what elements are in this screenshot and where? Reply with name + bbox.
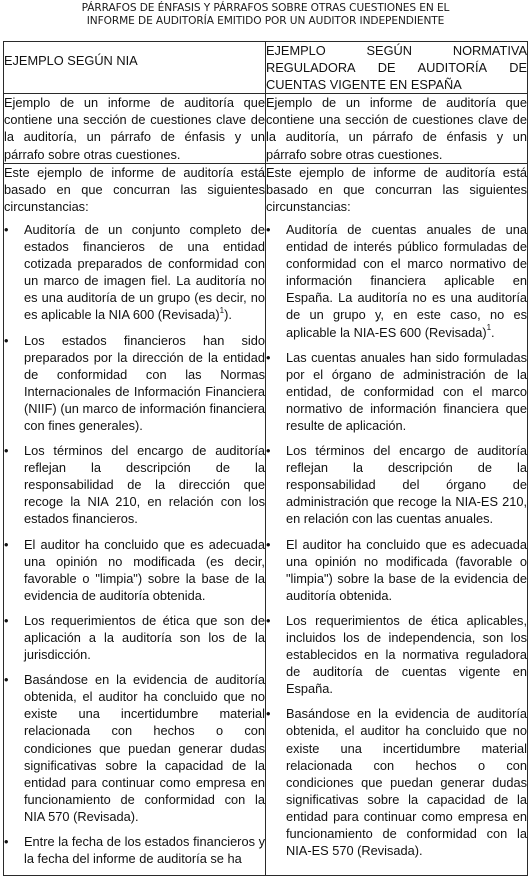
right-circumstances-list [266, 221, 527, 859]
bullet-glyph: • [4, 672, 9, 688]
list-item-text: Los términos del encargo de auditoría reflejan la descripción de la responsabilidad del órgano de administración que recoge la NIA-ES 210, en relación con las cuentas anuales. [286, 443, 527, 527]
list-item-text: El auditor ha concluido que es adecuada una opinión no modificada (favorable o "limpia") sobre la base de la evidencia de auditoría obtenida. [286, 536, 527, 603]
list-item-text: Los requerimientos de ética que son de aplicación a la auditoría son los de la jurisdicción. [24, 612, 265, 663]
bullet-glyph: • [4, 536, 9, 552]
list-item-text: Los requerimientos de ética aplicables, incluidos los de independencia, son los establecidos en la normativa reguladora de auditoría de cuentas vigente en España. [286, 612, 527, 697]
list-item [4, 612, 265, 663]
bullet-glyph: • [266, 443, 271, 459]
list-item [4, 442, 265, 527]
table-row-description [4, 94, 528, 163]
list-item [4, 221, 265, 324]
table-row-circumstances [4, 163, 528, 876]
left-circumstances-cell [4, 163, 266, 876]
footnote-ref: 1 [219, 306, 225, 316]
bullet-glyph: • [4, 443, 9, 459]
list-item-text: Los estados financieros han sido preparados por la dirección de la entidad de conformidad con las Normas Internacionales de Información Financiera (NIIF) (un marco de información financiera con fines generales). [24, 332, 265, 433]
table-header-row [4, 42, 528, 94]
list-item-text: Entre la fecha de los estados financieros y la fecha del informe de auditoría se ha [24, 834, 265, 867]
bullet-glyph: • [4, 834, 9, 850]
list-item [266, 349, 527, 434]
comparison-table [3, 41, 528, 876]
list-item-text: El auditor ha concluido que es adecuada una opinión no modificada (es decir, favorable o "limpia") sobre la base de la evidencia de auditoría obtenida. [24, 536, 265, 603]
list-item-text: Auditoría de cuentas anuales de una entidad de interés público formuladas de conformidad con el marco normativo de información financiera aplicable en España. La auditoría no es una auditoría de un grupo y, en este caso, no es aplicable la NIA-ES 600 (Revisada) [286, 221, 527, 340]
bullet-glyph: • [266, 349, 271, 365]
bullet-glyph: • [266, 706, 271, 722]
bullet-glyph: • [4, 221, 9, 237]
footnote-ref: 1 [486, 323, 492, 333]
left-column-heading-cell [4, 42, 266, 94]
list-item [4, 536, 265, 604]
list-item [266, 536, 527, 604]
list-item [266, 221, 527, 341]
list-item-text: Basándose en la evidencia de auditoría obtenida, el auditor ha concluido que no existe una incertidumbre material relacionada con hechos o con condiciones que puedan generar dudas significativas sobre la capacidad de la entidad para continuar como empresa en funcionamiento de conformidad con la NIA 570 (Revisada). [24, 672, 265, 824]
list-item-text: Los términos del encargo de auditoría reflejan la descripción de la responsabilidad de la dirección que recoge la NIA 210, en relación con los estados financieros. [24, 443, 265, 527]
list-item-tail: . [491, 324, 495, 340]
bullet-glyph: • [4, 612, 9, 628]
right-column-heading-cell [266, 42, 528, 94]
left-column-heading: EJEMPLO SEGÚN NIA [4, 53, 138, 68]
list-item [4, 833, 265, 867]
right-column-heading: EJEMPLO SEGÚN NORMATIVA REGULADORA DE AUDITORÍA DE CUENTAS VIGENTE EN ESPAÑA [266, 43, 527, 93]
list-item [4, 332, 265, 435]
list-item [266, 705, 527, 859]
header-line-2: INFORME DE AUDITORÍA EMITIDO POR UN AUDITOR INDEPENDIENTE [86, 14, 445, 27]
left-circumstances-intro: Este ejemplo de informe de auditoría está basado en que concurran las siguientes circunstancias: [4, 164, 265, 214]
left-circumstances-list [4, 221, 265, 867]
bullet-glyph: • [266, 221, 271, 237]
list-item [266, 612, 527, 697]
header-line-1: PÁRRAFOS DE ÉNFASIS Y PÁRRAFOS SOBRE OTRAS CUESTIONES EN EL [81, 2, 450, 14]
left-description: Ejemplo de un informe de auditoría que contiene una sección de cuestiones clave de la auditoría, un párrafo de énfasis y un párrafo sobre otras cuestiones. [4, 95, 265, 162]
bullet-glyph: • [266, 536, 271, 552]
list-item [4, 671, 265, 825]
right-description: Ejemplo de un informe de auditoría que contiene una sección de cuestiones clave de la auditoría, un párrafo de énfasis y un párrafo sobre otras cuestiones. [266, 95, 527, 162]
bullet-glyph: • [4, 332, 9, 348]
right-circumstances-cell [266, 163, 528, 876]
document-header [0, 2, 531, 27]
list-item-text: Auditoría de un conjunto completo de estados financieros de una entidad cotizada preparados de conformidad con un marco de imagen fiel. La auditoría no es una auditoría de un grupo (es decir, no es aplicable la NIA 600 (Revisada) [24, 221, 265, 323]
list-item-text: Las cuentas anuales han sido formuladas por el órgano de administración de la entidad, de conformidad con el marco normativo de información financiera que resulte de aplicación. [286, 349, 527, 433]
list-item [266, 442, 527, 527]
list-item-text: Basándose en la evidencia de auditoría obtenida, el auditor ha concluido que no existe una incertidumbre material relacionada con hechos o con condiciones que puedan generar dudas significativas sobre la capacidad de la entidad para continuar como empresa en funcionamiento de conformidad con la NIA-ES 570 (Revisada). [286, 706, 527, 859]
bullet-glyph: • [266, 612, 271, 628]
list-item-tail: ). [224, 307, 232, 323]
right-circumstances-intro: Este ejemplo de informe de auditoría está basado en que concurran las siguientes circunstancias: [266, 164, 527, 214]
